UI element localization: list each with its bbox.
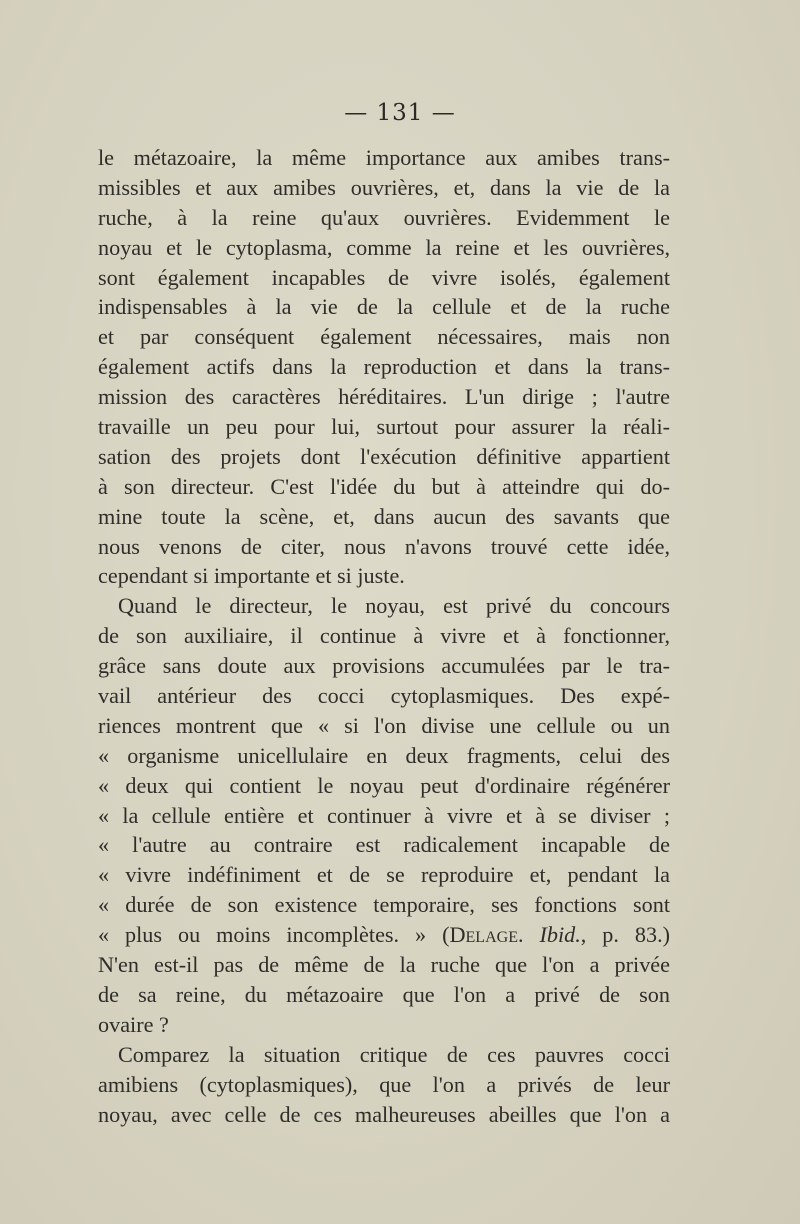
text-line: N'en est-il pas de même de la ruche que l'on a privée: [98, 952, 670, 978]
text-line: et par conséquent également nécessaires, mais non: [98, 324, 670, 350]
quoted-line: « organisme unicellulaire en deux fragments, celui des: [98, 742, 670, 768]
text-line: mine toute la scène, et, dans aucun des savants que: [98, 503, 670, 529]
paragraph-start-line: Quand le directeur, le noyau, est privé du concours: [118, 593, 670, 619]
text-line: de son auxiliaire, il continue à vivre et à fonctionner,: [98, 623, 670, 649]
text-line: sation des projets dont l'exécution définitive appartient: [98, 443, 670, 469]
text-line: vail antérieur des cocci cytoplasmiques. Des expé-: [98, 683, 670, 709]
text-line: à son directeur. C'est l'idée du but à atteindre qui do-: [98, 473, 670, 499]
text-line: missibles et aux amibes ouvrières, et, dans la vie de la: [98, 174, 670, 200]
text-line: amibiens (cytoplasmiques), que l'on a privés de leur: [98, 1071, 670, 1097]
text-line: nous venons de citer, nous n'avons trouvé cette idée,: [98, 533, 670, 559]
text-line: ruche, à la reine qu'aux ouvrières. Evidemment le: [98, 204, 670, 230]
citation-ibid: Ibid.: [539, 922, 581, 948]
citation-separator: .: [517, 922, 540, 948]
quoted-line: « deux qui contient le noyau peut d'ordinaire régénérer: [98, 772, 670, 798]
text-line: mission des caractères héréditaires. L'un dirige ; l'autre: [98, 384, 670, 410]
quoted-line: « durée de son existence temporaire, ses fonctions sont: [98, 892, 670, 918]
quoted-line: « vivre indéfiniment et de se reproduire et, pendant la: [98, 862, 670, 888]
text-line: ovaire ?: [98, 1011, 169, 1037]
text-line: sont également incapables de vivre isolés, également: [98, 264, 670, 290]
text-line: riences montrent que « si l'on divise une cellule ou un: [98, 712, 670, 738]
citation-page: , p. 83.): [580, 922, 671, 948]
text-line: cependant si importante et si juste.: [98, 563, 405, 589]
text-line: également actifs dans la reproduction et dans la trans-: [98, 354, 670, 380]
text-line: de sa reine, du métazoaire que l'on a privé de son: [98, 981, 670, 1007]
citation-author: Delage: [449, 922, 518, 948]
quoted-line: « la cellule entière et continuer à vivre et à se diviser ;: [98, 802, 670, 828]
text-line: travaille un peu pour lui, surtout pour assurer la réali-: [98, 414, 670, 440]
text-line: grâce sans doute aux provisions accumulées par le tra-: [98, 653, 670, 679]
text-line: noyau, avec celle de ces malheureuses abeilles que l'on a: [98, 1101, 670, 1127]
text-line: indispensables à la vie de la cellule et de la ruche: [98, 294, 670, 320]
text-line: noyau et le cytoplasma, comme la reine et les ouvrières,: [98, 234, 670, 260]
text-line: le métazoaire, la même importance aux amibes trans-: [98, 145, 670, 170]
citation-quote-end: « plus ou moins incomplètes. » (: [98, 922, 450, 948]
citation-line: [98, 920, 670, 950]
page-number-header: — 131 —: [344, 100, 456, 126]
body-text: [98, 143, 670, 1129]
paragraph-start-line: Comparez la situation critique de ces pauvres cocci: [118, 1041, 670, 1067]
quoted-line: « l'autre au contraire est radicalement incapable de: [98, 832, 670, 858]
